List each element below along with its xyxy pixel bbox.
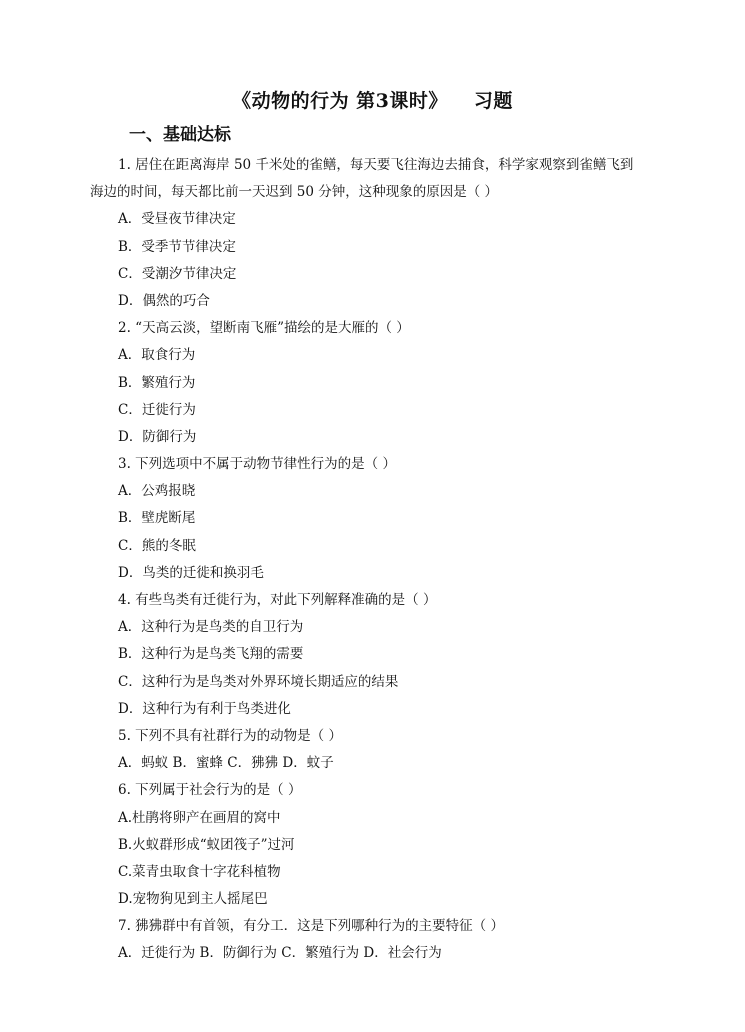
document-title [0, 86, 745, 113]
question-1-stem: 1. 居住在距离海岸 50 千米处的雀鳝，每天要飞往海边去捕食，科学家观察到雀鳝飞到 [118, 157, 634, 173]
question-6-option-b: B.火蚁群形成“蚁团筏子”过河 [118, 836, 295, 853]
title-main: 《动物的行为 第3课时》 [232, 90, 448, 112]
question-3-stem: 3. 下列选项中不属于动物节律性行为的是（ ） [118, 456, 396, 473]
question-6-stem: 6. 下列属于社会行为的是（ ） [118, 782, 302, 799]
question-7-options: A．迁徙行为 B．防御行为 C．繁殖行为 D．社会行为 [118, 945, 442, 962]
question-3-option-b: B．壁虎断尾 [118, 510, 196, 527]
question-2-option-b: B．繁殖行为 [118, 374, 196, 391]
question-1-stem-cont: 海边的时间，每天都比前一天迟到 50 分钟，这种现象的原因是（ ） [90, 184, 499, 201]
section-heading: 一、基础达标 [129, 125, 231, 145]
question-4-option-b: B．这种行为是鸟类飞翔的需要 [118, 646, 304, 663]
question-6-option-a: A.杜鹃将卵产在画眉的窝中 [118, 809, 281, 826]
question-list [90, 152, 658, 968]
question-5-options: A．蚂蚁 B．蜜蜂 C．狒狒 D．蚊子 [118, 755, 334, 772]
question-3-option-c: C．熊的冬眠 [118, 537, 196, 554]
title-suffix: 习题 [473, 90, 513, 112]
question-2-option-a: A．取食行为 [118, 347, 196, 364]
question-4-option-a: A．这种行为是鸟类的自卫行为 [118, 619, 304, 636]
question-1-option-d: D．偶然的巧合 [118, 292, 210, 309]
question-5-stem: 5. 下列不具有社群行为的动物是（ ） [118, 727, 342, 744]
question-1-option-b: B．受季节节律决定 [118, 238, 236, 255]
question-6-option-d: D.宠物狗见到主人摇尾巴 [118, 891, 268, 908]
question-3-option-d: D．鸟类的迁徙和换羽毛 [118, 564, 264, 581]
question-4-option-d: D．这种行为有利于鸟类进化 [118, 700, 291, 717]
question-4-option-c: C．这种行为是鸟类对外界环境长期适应的结果 [118, 673, 399, 690]
question-3-option-a: A．公鸡报晓 [118, 483, 196, 500]
question-2-option-d: D．防御行为 [118, 428, 197, 445]
question-6-option-c: C.菜青虫取食十字花科植物 [118, 863, 281, 880]
question-4-stem: 4. 有些鸟类有迁徙行为，对此下列解释准确的是（ ） [118, 592, 437, 608]
question-2-stem: 2. “天高云淡，望断南飞雁”描绘的是大雁的（ ） [118, 320, 410, 337]
question-1-option-a: A．受昼夜节律决定 [118, 211, 236, 228]
question-1-option-c: C．受潮汐节律决定 [118, 265, 237, 282]
question-2-option-c: C．迁徙行为 [118, 401, 196, 418]
question-7-stem: 7. 狒狒群中有首领，有分工．这是下列哪种行为的主要特征（ ） [118, 918, 504, 935]
